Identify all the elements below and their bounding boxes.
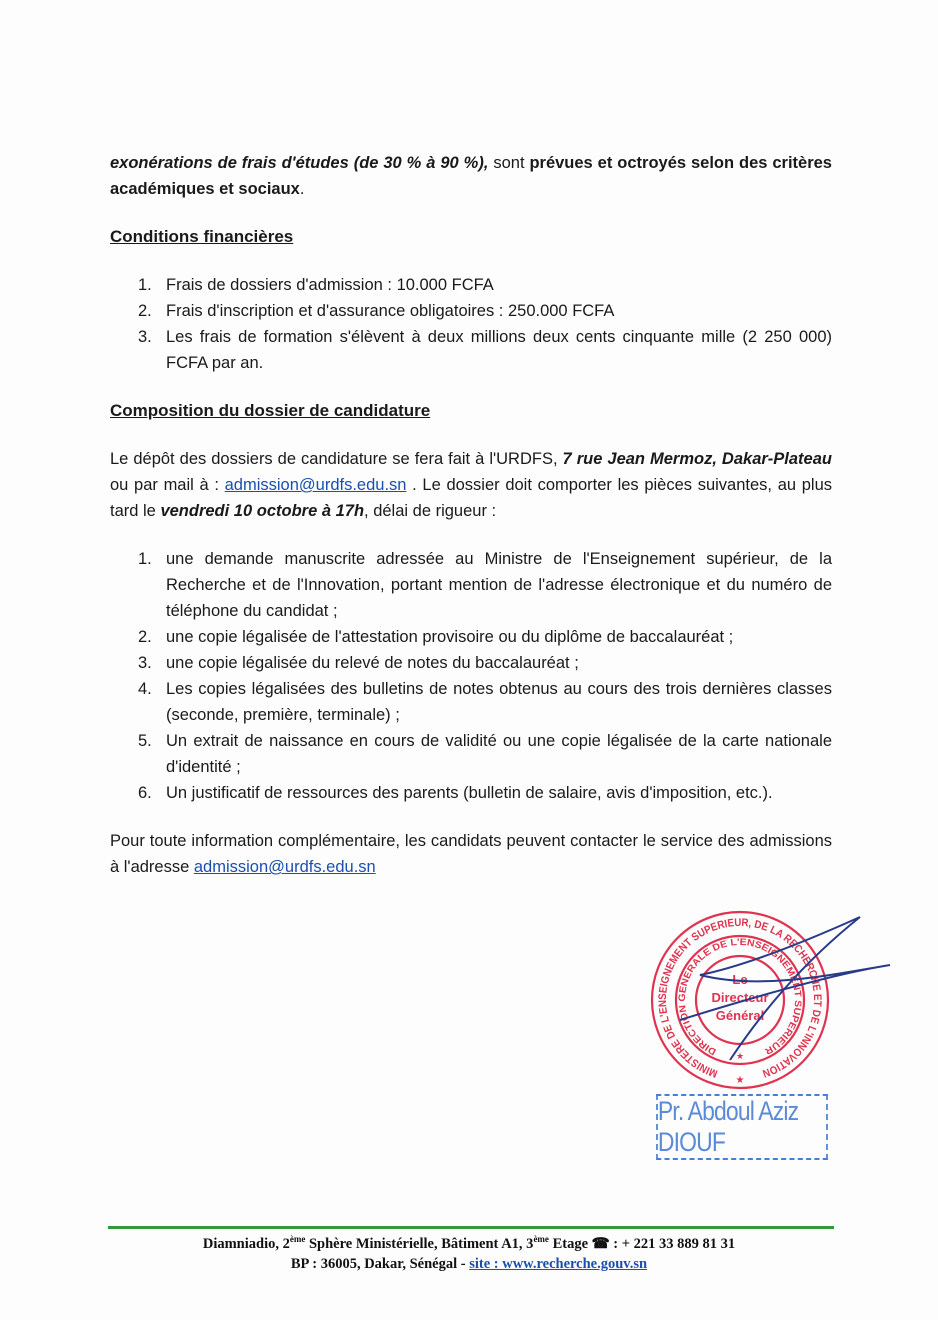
item-number: 3. — [138, 654, 152, 672]
footer-text: BP : 36005, Dakar, Sénégal - — [290, 1256, 470, 1272]
intro-period: . — [299, 180, 305, 198]
footer-divider — [108, 1226, 834, 1229]
contact-text: Pour toute information complémentaire, les candidats peuvent contacter le service des admissions à l'adresse — [110, 832, 832, 876]
item-number: 6. — [138, 784, 152, 802]
item-text: Un justificatif de ressources des parents (bulletin de salaire, avis d'imposition, etc.). — [166, 784, 773, 802]
item-text: Frais de dossiers d'admission : 10.000 FCFA — [166, 276, 494, 294]
email-link[interactable]: admission@urdfs.edu.sn — [224, 476, 407, 494]
list-item — [110, 272, 832, 298]
item-text: Un extrait de naissance en cours de validité ou une copie légalisée de la carte nationale d'identité ; — [166, 732, 832, 776]
item-number: 2. — [138, 302, 152, 320]
stamp-center-text: Le — [732, 972, 748, 987]
list-item — [110, 624, 832, 650]
stamp-inner-path: DIRECTION GENERALE DE L'ENSEIGNEMENT SUPERIEUR — [676, 936, 804, 1057]
list-item — [110, 650, 832, 676]
intro-paragraph — [110, 150, 832, 202]
signatory-name-stamp: Pr. Abdoul Aziz DIOUF — [656, 1094, 828, 1160]
dossier-paragraph — [110, 446, 832, 524]
item-number: 2. — [138, 628, 152, 646]
item-number: 4. — [138, 680, 152, 698]
criteria-text: prévues et octroyés selon des critères académiques et sociaux — [110, 154, 832, 198]
item-text: Les copies légalisées des bulletins de notes obtenus au cours des trois dernières classes (seconde, première, terminale) ; — [166, 680, 832, 724]
footer-phone: Etage ☎ : + 221 33 889 81 31 — [548, 1236, 736, 1252]
list-item — [110, 324, 832, 376]
financial-heading: Conditions financières — [110, 227, 294, 246]
item-number: 3. — [138, 328, 152, 346]
address-text: 7 rue Jean Mermoz, Dakar-Plateau — [562, 450, 832, 468]
dossier-text: ou par mail à : — [110, 476, 225, 494]
footer-contact — [0, 1255, 938, 1274]
dossier-text: Le dépôt des dossiers de candidature se fera fait à l'URDFS, — [110, 450, 563, 468]
item-text: Frais d'inscription et d'assurance obligatoires : 250.000 FCFA — [166, 302, 615, 320]
footer-text: Sphère Ministérielle, Bâtiment A1, 3 — [305, 1236, 534, 1252]
svg-text:★: ★ — [735, 1075, 745, 1086]
list-item — [110, 298, 832, 324]
stamp-center-text: Général — [715, 1008, 765, 1023]
financial-list — [110, 272, 832, 376]
contact-paragraph — [110, 828, 832, 880]
footer-sup: ème — [289, 1234, 306, 1245]
list-item — [110, 728, 832, 780]
item-number: 5. — [138, 732, 152, 750]
footer-sup: ème — [533, 1234, 549, 1245]
dossier-text: . Le dossier doit comporter les pièces suivantes, au plus tard le — [110, 476, 832, 520]
dossier-list — [110, 546, 832, 806]
stamp-outer-path: MINISTERE DE L'ENSEIGNEMENT SUPERIEUR, DE LA RECHERCHE ET DE L'INNOVATION — [656, 916, 824, 1080]
intro-text: sont — [488, 154, 530, 172]
footer-address — [0, 1235, 938, 1254]
contact-email-link[interactable]: admission@urdfs.edu.sn — [193, 858, 376, 876]
list-item — [110, 676, 832, 728]
dossier-text: , délai de rigueur : — [364, 502, 497, 520]
signature — [640, 905, 900, 1085]
dossier-heading: Composition du dossier de candidature — [110, 401, 431, 420]
item-text: une copie légalisée du relevé de notes du baccalauréat ; — [166, 654, 579, 672]
site-link[interactable]: site : www.recherche.gouv.sn — [469, 1256, 648, 1272]
deadline-text: vendredi 10 octobre à 17h — [160, 502, 365, 520]
footer-text: Diamniadio, 2 — [202, 1236, 290, 1252]
list-item — [110, 780, 832, 806]
document-body — [110, 150, 832, 880]
item-number: 1. — [138, 276, 152, 294]
list-item — [110, 546, 832, 624]
item-text: une copie légalisée de l'attestation provisoire ou du diplôme de baccalauréat ; — [166, 628, 734, 646]
item-text: Les frais de formation s'élèvent à deux millions deux cents cinquante mille (2 250 000) FCFA par an. — [166, 328, 832, 372]
exoneration-text: exonérations de frais d'études (de 30 % à 90 %), — [110, 154, 489, 172]
svg-text:★: ★ — [735, 1051, 745, 1061]
stamp-center-text: Directeur — [711, 990, 769, 1005]
item-number: 1. — [138, 550, 152, 568]
item-text: une demande manuscrite adressée au Ministre de l'Enseignement supérieur, de la Recherche et de l'Innovation, portant mention de l'adresse électronique et du numéro de téléphone du candidat ; — [166, 550, 832, 620]
